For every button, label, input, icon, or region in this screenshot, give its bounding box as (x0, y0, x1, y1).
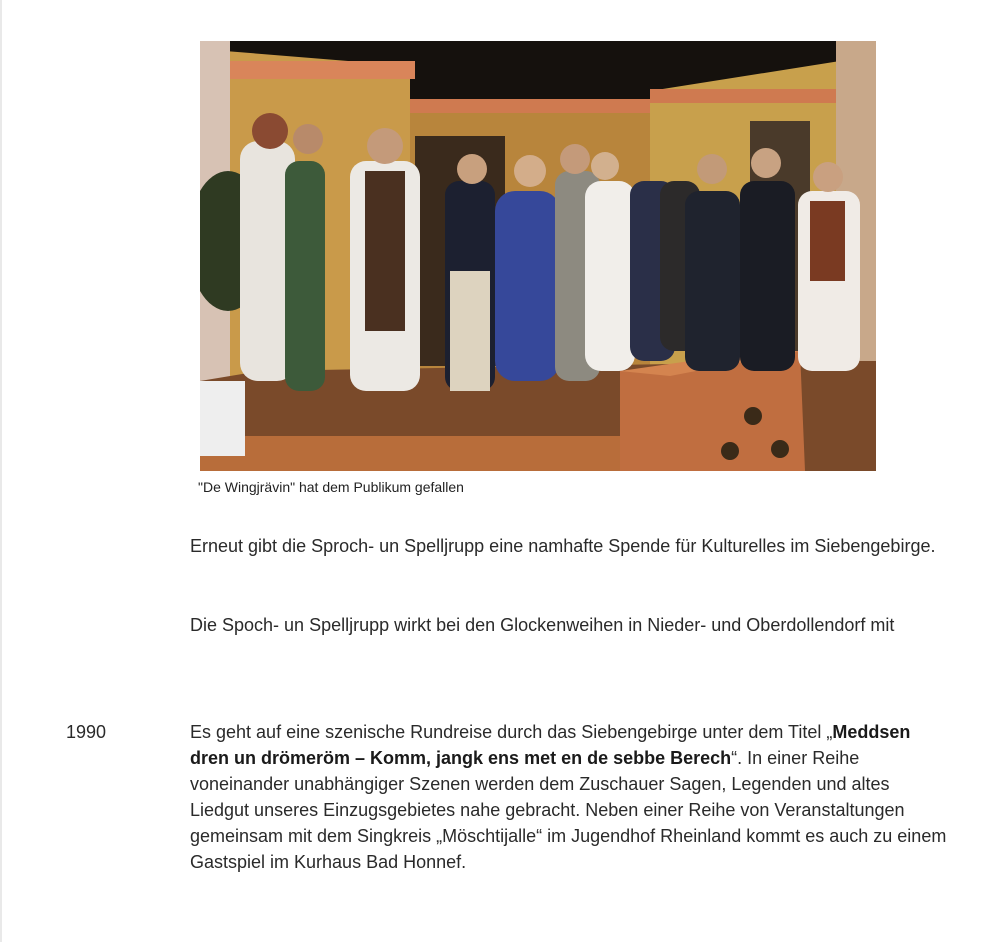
text-after-title: “. In einer Reihe voneinander unabhängiger Szenen werden dem Zuschauer Sagen, Legenden und altes Liedgut unseres Einzugsgebietes nahe gebracht. Neben einer Reihe von Veranstaltungen gemeinsam mit dem Singkreis „Möschtijalle“ im Jugendhof Rheinland kommt es auch zu einem Gastspiel im Kurhaus Bad Honnef. (190, 748, 947, 872)
theater-stage-photo (200, 41, 876, 471)
paragraph-1990 (190, 719, 950, 875)
text-before-title: Es geht auf eine szenische Rundreise durch das Siebengebirge unter dem Titel „ (190, 722, 833, 742)
paragraph-donation: Erneut gibt die Sproch- un Spelljrupp eine namhafte Spende für Kulturelles im Siebengebirge. (190, 536, 936, 556)
year-label: 1990 (66, 722, 107, 742)
photo-caption: "De Wingjrävin" hat dem Publikum gefallen (198, 479, 464, 495)
page-edge (0, 0, 2, 942)
paragraph-bell-consecration: Die Spoch- un Spelljrupp wirkt bei den Glockenweihen in Nieder- und Oberdollendorf mit (190, 615, 895, 635)
play-title: Meddsen dren un drömeröm – Komm, jangk ens met en de sebbe Berech (190, 722, 911, 768)
